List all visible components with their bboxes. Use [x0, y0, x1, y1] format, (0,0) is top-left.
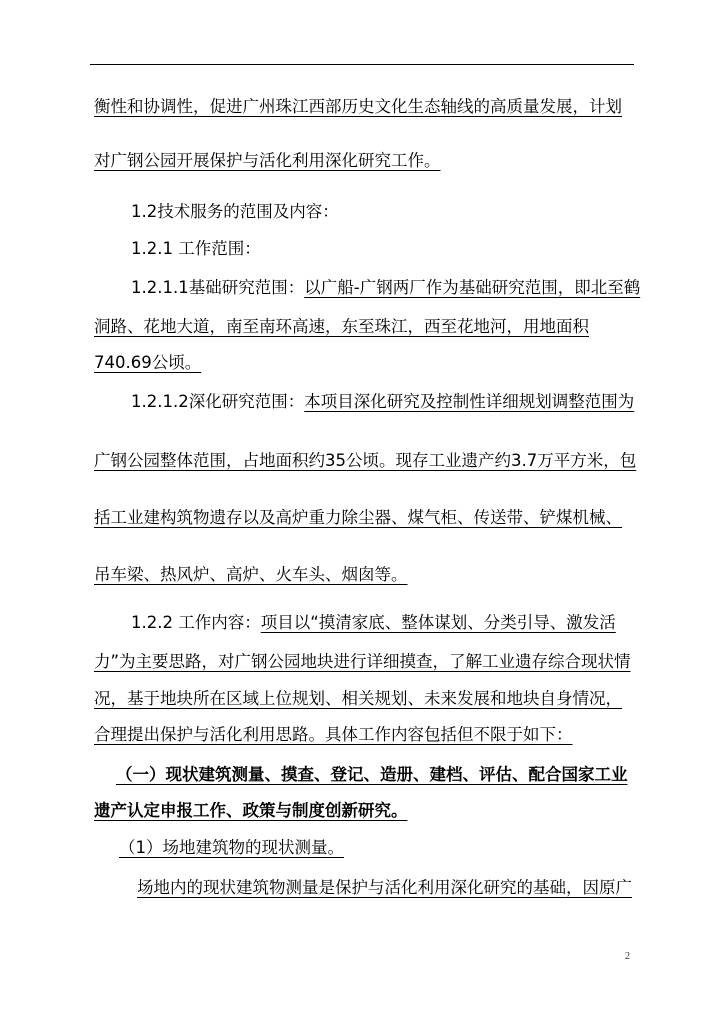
section-1-2-heading: 1.2技术服务的范围及内容：: [131, 202, 339, 221]
section-1-2-2-line-2: 力”为主要思路，对广钢公园地块进行详细摸查，了解工业遗存综合现状情: [94, 652, 631, 671]
section-1-2-2-label: 1.2.2 工作内容：: [131, 613, 261, 632]
page-number: 2: [625, 951, 630, 962]
section-1-2-1-1-label: 1.2.1.1基础研究范围：: [131, 278, 305, 297]
header-rule: [90, 64, 634, 65]
section-1-2-2-line-3: 况，基于地块所在区域上位规划、相关规划、未来发展和地块自身情况，: [94, 689, 622, 708]
subtask-1-heading: （1）场地建筑物的现状测量。: [119, 838, 344, 857]
section-1-2-1-1-line-1: [131, 277, 640, 299]
section-1-2-1-2-line-3: 括工业建构筑物遗存以及高炉重力除尘器、煤气柜、传送带、铲煤机械、: [94, 508, 622, 527]
section-1-2-1-2-text: 本项目深化研究及控制性详细规划调整范围为: [304, 392, 635, 411]
subtask-1-line-1: 场地内的现状建筑物测量是保护与活化利用深化研究的基础，因原广: [137, 878, 632, 897]
section-1-2-1-1-line-2: 洞路、花地大道，南至南环高速，东至珠江，西至花地河，用地面积: [94, 317, 589, 336]
task-one-heading-line-1: （一）现状建筑测量、摸查、登记、造册、建档、评估、配合国家工业: [116, 765, 628, 784]
section-1-2-1-2-line-1: [131, 391, 634, 413]
section-1-2-1-2-line-4: 吊车梁、热风炉、高炉、火车头、烟囱等。: [94, 565, 408, 584]
task-one-heading-line-2: 遗产认定申报工作、政策与制度创新研究。: [94, 801, 408, 820]
section-1-2-2-line-1: [131, 612, 616, 634]
section-1-2-1-heading: 1.2.1 工作范围：: [131, 239, 261, 258]
intro-line-2: 对广钢公园开展保护与活化利用深化研究工作。: [94, 151, 441, 170]
section-1-2-2-text: 项目以“摸清家底、整体谋划、分类引导、激发活: [260, 613, 616, 632]
intro-line-1: 衡性和协调性，促进广州珠江西部历史文化生态轴线的高质量发展，计划: [94, 97, 622, 116]
section-1-2-1-1-line-3: 740.69公顷。: [94, 353, 202, 372]
section-1-2-1-1-text: 以广船-广钢两厂作为基础研究范围，即北至鹤: [304, 278, 641, 297]
section-1-2-2-line-4: 合理提出保护与活化利用思路。具体工作内容包括但不限于如下：: [94, 725, 573, 744]
section-1-2-1-2-line-2: 广钢公园整体范围，占地面积约35公顷。现存工业遗产约3.7万平方米，包: [94, 451, 637, 470]
section-1-2-1-2-label: 1.2.1.2深化研究范围：: [131, 392, 305, 411]
